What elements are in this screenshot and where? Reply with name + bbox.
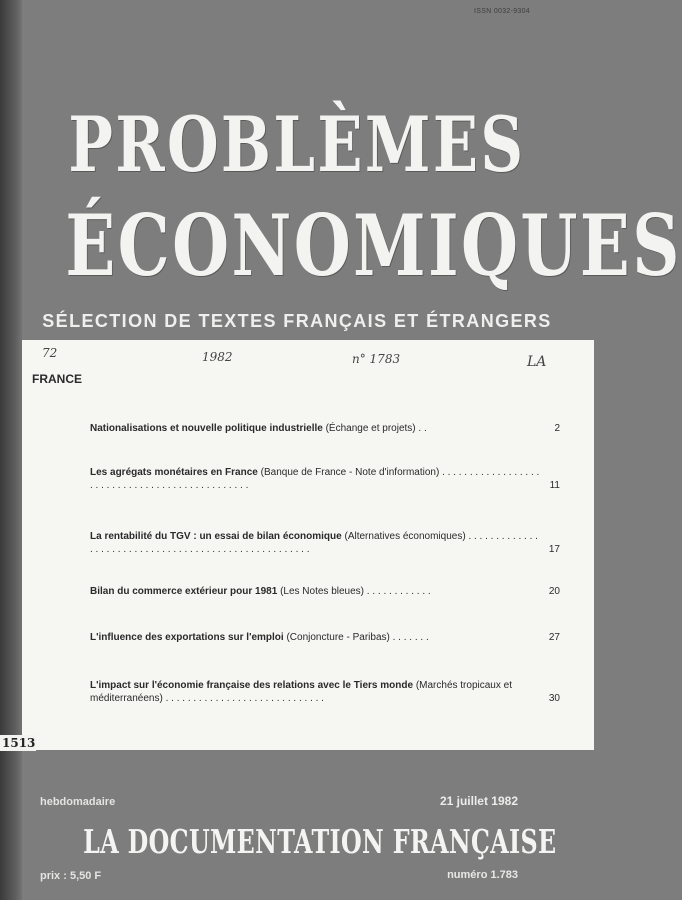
toc-entry-source: (Alternatives économiques) . . . . . . . . . . . . . . . . . . . . . . . . . . . . . . . . . . . . . . . . . . . . . . . . . . . . . <box>90 531 538 555</box>
toc-entry-source: (Banque de France - Note d'information) . . . . . . . . . . . . . . . . . . . . . . . . . . . . . . . . . . . . . . . . . . . . . . . <box>90 467 540 491</box>
toc-entry <box>90 466 560 492</box>
toc-entry-title: Nationalisations et nouvelle politique industrielle <box>90 423 323 434</box>
toc-entry <box>90 530 560 556</box>
title-line-2: ÉCONOMIQUES <box>65 196 682 295</box>
contents-panel <box>22 340 594 750</box>
price-label: prix : 5,50 F <box>40 870 102 882</box>
toc-entry-source: (Marchés tropicaux et méditerranéens) . . . . . . . . . . . . . . . . . . . . . . . . . . . . . <box>90 680 512 704</box>
toc-entry-title: L'impact sur l'économie française des relations avec le Tiers monde <box>90 680 414 691</box>
toc-entry-title: L'influence des exportations sur l'emploi <box>90 632 284 643</box>
handwritten-note: 1982 <box>202 350 233 364</box>
toc-entry <box>90 422 560 435</box>
handwritten-note: 72 <box>42 346 58 360</box>
toc-entry-page: 30 <box>548 693 560 704</box>
toc-entry-title: Bilan du commerce extérieur pour 1981 <box>90 586 278 597</box>
toc-entry-source: (Échange et projets) . . <box>322 423 427 434</box>
toc-entry-page: 20 <box>548 586 560 597</box>
toc-entry <box>90 585 560 598</box>
binding-spine <box>0 0 22 900</box>
toc-entry-page: 11 <box>549 480 560 491</box>
issue-number: numéro 1.783 <box>447 869 518 881</box>
library-stamp: 1513 <box>2 736 36 750</box>
toc-entry-page: 27 <box>548 632 560 643</box>
title-line-1: PROBLÈMES <box>68 100 526 189</box>
frequency-label: hebdomadaire <box>40 796 116 808</box>
issue-date: 21 juillet 1982 <box>439 794 518 808</box>
handwritten-note: LA <box>527 354 547 370</box>
toc-entry-title: Les agrégats monétaires en France <box>90 467 258 478</box>
toc-entry <box>90 679 560 705</box>
toc-entry-title: La rentabilité du TGV : un essai de bilan économique <box>90 531 342 542</box>
handwritten-note: n° 1783 <box>352 352 401 366</box>
toc-entry-source: (Les Notes bleues) . . . . . . . . . . . . <box>277 586 431 597</box>
section-label: FRANCE <box>32 372 82 386</box>
toc-entry-page: 2 <box>554 423 560 434</box>
subtitle: SÉLECTION DE TEXTES FRANÇAIS ET ÉTRANGERS <box>42 311 552 331</box>
toc-entry <box>90 631 560 644</box>
toc-entry-page: 17 <box>548 544 560 555</box>
toc-entry-source: (Conjoncture - Paribas) . . . . . . . <box>283 632 429 643</box>
issn-number: ISSN 0032-9304 <box>474 8 530 15</box>
publisher-name: LA DOCUMENTATION FRANÇAISE <box>83 822 557 861</box>
